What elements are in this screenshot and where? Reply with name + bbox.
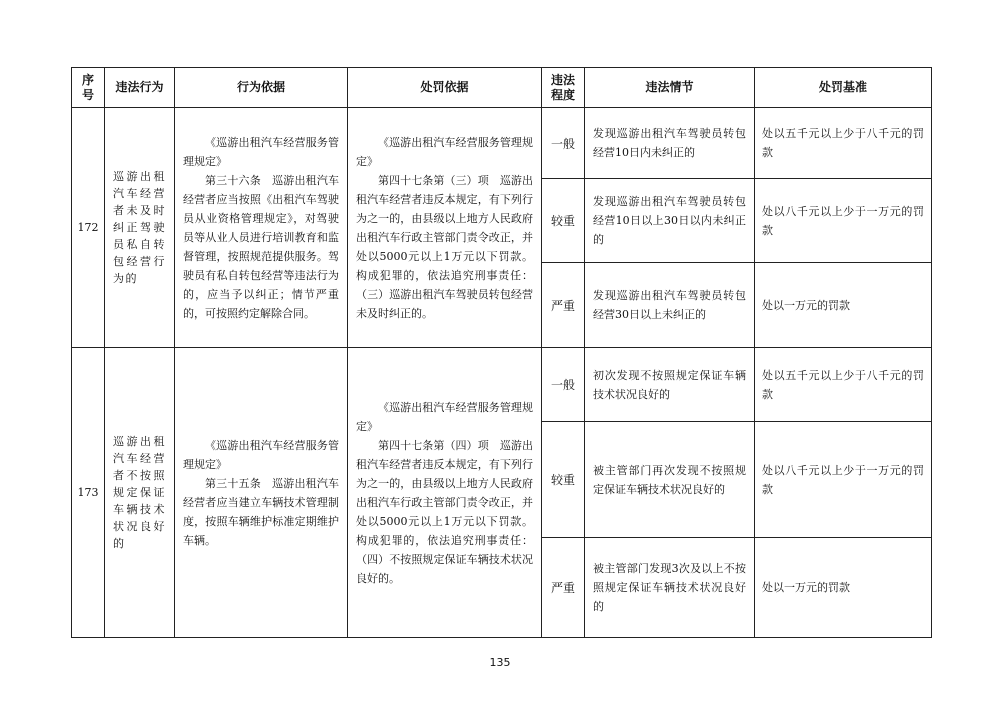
penalty-standard-table (71, 67, 932, 638)
penalty-standard: 处以八千元以上少于一万元的罚款 (755, 422, 932, 538)
penalty-text: 第四十七条第（四）项 巡游出租汽车经营者违反本规定，有下列行为之一的，由县级以上地方人民政府出租汽车行政主管部门责令改正，并处以5000元以上1万元以下罚款。构成犯罪的，依法追究刑事责任：（四）不按照规定保证车辆技术状况良好的。 (356, 438, 533, 585)
violation-degree: 严重 (542, 263, 585, 348)
penalty-standard: 处以一万元的罚款 (755, 263, 932, 348)
violation-circumstance: 初次发现不按照规定保证车辆技术状况良好的 (585, 348, 755, 422)
violation-degree: 较重 (542, 179, 585, 263)
violation-act: 巡游出租汽车经营者不按照规定保证车辆技术状况良好的 (105, 348, 175, 638)
penalty-standard: 处以八千元以上少于一万元的罚款 (755, 179, 932, 263)
penalty-text: 第四十七条第（三）项 巡游出租汽车经营者违反本规定，有下列行为之一的，由县级以上地方人民政府出租汽车行政主管部门责令改正，并处以5000元以上1万元以下罚款。构成犯罪的，依法追究刑事责任：（三）巡游出租汽车驾驶员转包经营未及时纠正的。 (356, 173, 533, 320)
header-row (72, 68, 932, 108)
basis-title: 《巡游出租汽车经营服务管理规定》 (183, 135, 339, 168)
header-no: 序号 (72, 68, 105, 108)
row-number: 172 (72, 108, 105, 348)
basis-text: 第三十六条 巡游出租汽车经营者应当按照《出租汽车驾驶员从业资格管理规定》，对驾驶员等从业人员进行培训教育和监督管理，按照规范提供服务。驾驶员有私自转包经营等违法行为的，应当予以纠正；情节严重的，可按照约定解除合同。 (183, 173, 339, 320)
violation-circumstance: 发现巡游出租汽车驾驶员转包经营30日以上未纠正的 (585, 263, 755, 348)
table-row (72, 108, 932, 179)
violation-circumstance: 发现巡游出租汽车驾驶员转包经营10日以上30日以内未纠正的 (585, 179, 755, 263)
violation-circumstance: 被主管部门再次发现不按照规定保证车辆技术状况良好的 (585, 422, 755, 538)
violation-degree: 严重 (542, 538, 585, 638)
violation-circumstance: 发现巡游出租汽车驾驶员转包经营10日内未纠正的 (585, 108, 755, 179)
header-basis: 行为依据 (175, 68, 348, 108)
violation-degree: 较重 (542, 422, 585, 538)
violation-degree: 一般 (542, 108, 585, 179)
penalty-standard: 处以五千元以上少于八千元的罚款 (755, 348, 932, 422)
penalty-title: 《巡游出租汽车经营服务管理规定》 (356, 135, 533, 168)
table-row (72, 348, 932, 422)
basis-title: 《巡游出租汽车经营服务管理规定》 (183, 438, 339, 471)
penalty-standard: 处以一万元的罚款 (755, 538, 932, 638)
violation-degree: 一般 (542, 348, 585, 422)
penalty-basis (348, 348, 542, 638)
header-act: 违法行为 (105, 68, 175, 108)
header-penalty-basis: 处罚依据 (348, 68, 542, 108)
conduct-basis (175, 348, 348, 638)
row-number: 173 (72, 348, 105, 638)
violation-act: 巡游出租汽车经营者未及时纠正驾驶员私自转包经营行为的 (105, 108, 175, 348)
page-number: 135 (489, 656, 511, 669)
penalty-basis (348, 108, 542, 348)
violation-circumstance: 被主管部门发现3次及以上不按照规定保证车辆技术状况良好的 (585, 538, 755, 638)
conduct-basis (175, 108, 348, 348)
penalty-standard: 处以五千元以上少于八千元的罚款 (755, 108, 932, 179)
header-standard: 处罚基准 (755, 68, 932, 108)
header-circumstance: 违法情节 (585, 68, 755, 108)
header-degree: 违法程度 (542, 68, 585, 108)
basis-text: 第三十五条 巡游出租汽车经营者应当建立车辆技术管理制度，按照车辆维护标准定期维护车辆。 (183, 476, 339, 547)
penalty-title: 《巡游出租汽车经营服务管理规定》 (356, 400, 533, 433)
